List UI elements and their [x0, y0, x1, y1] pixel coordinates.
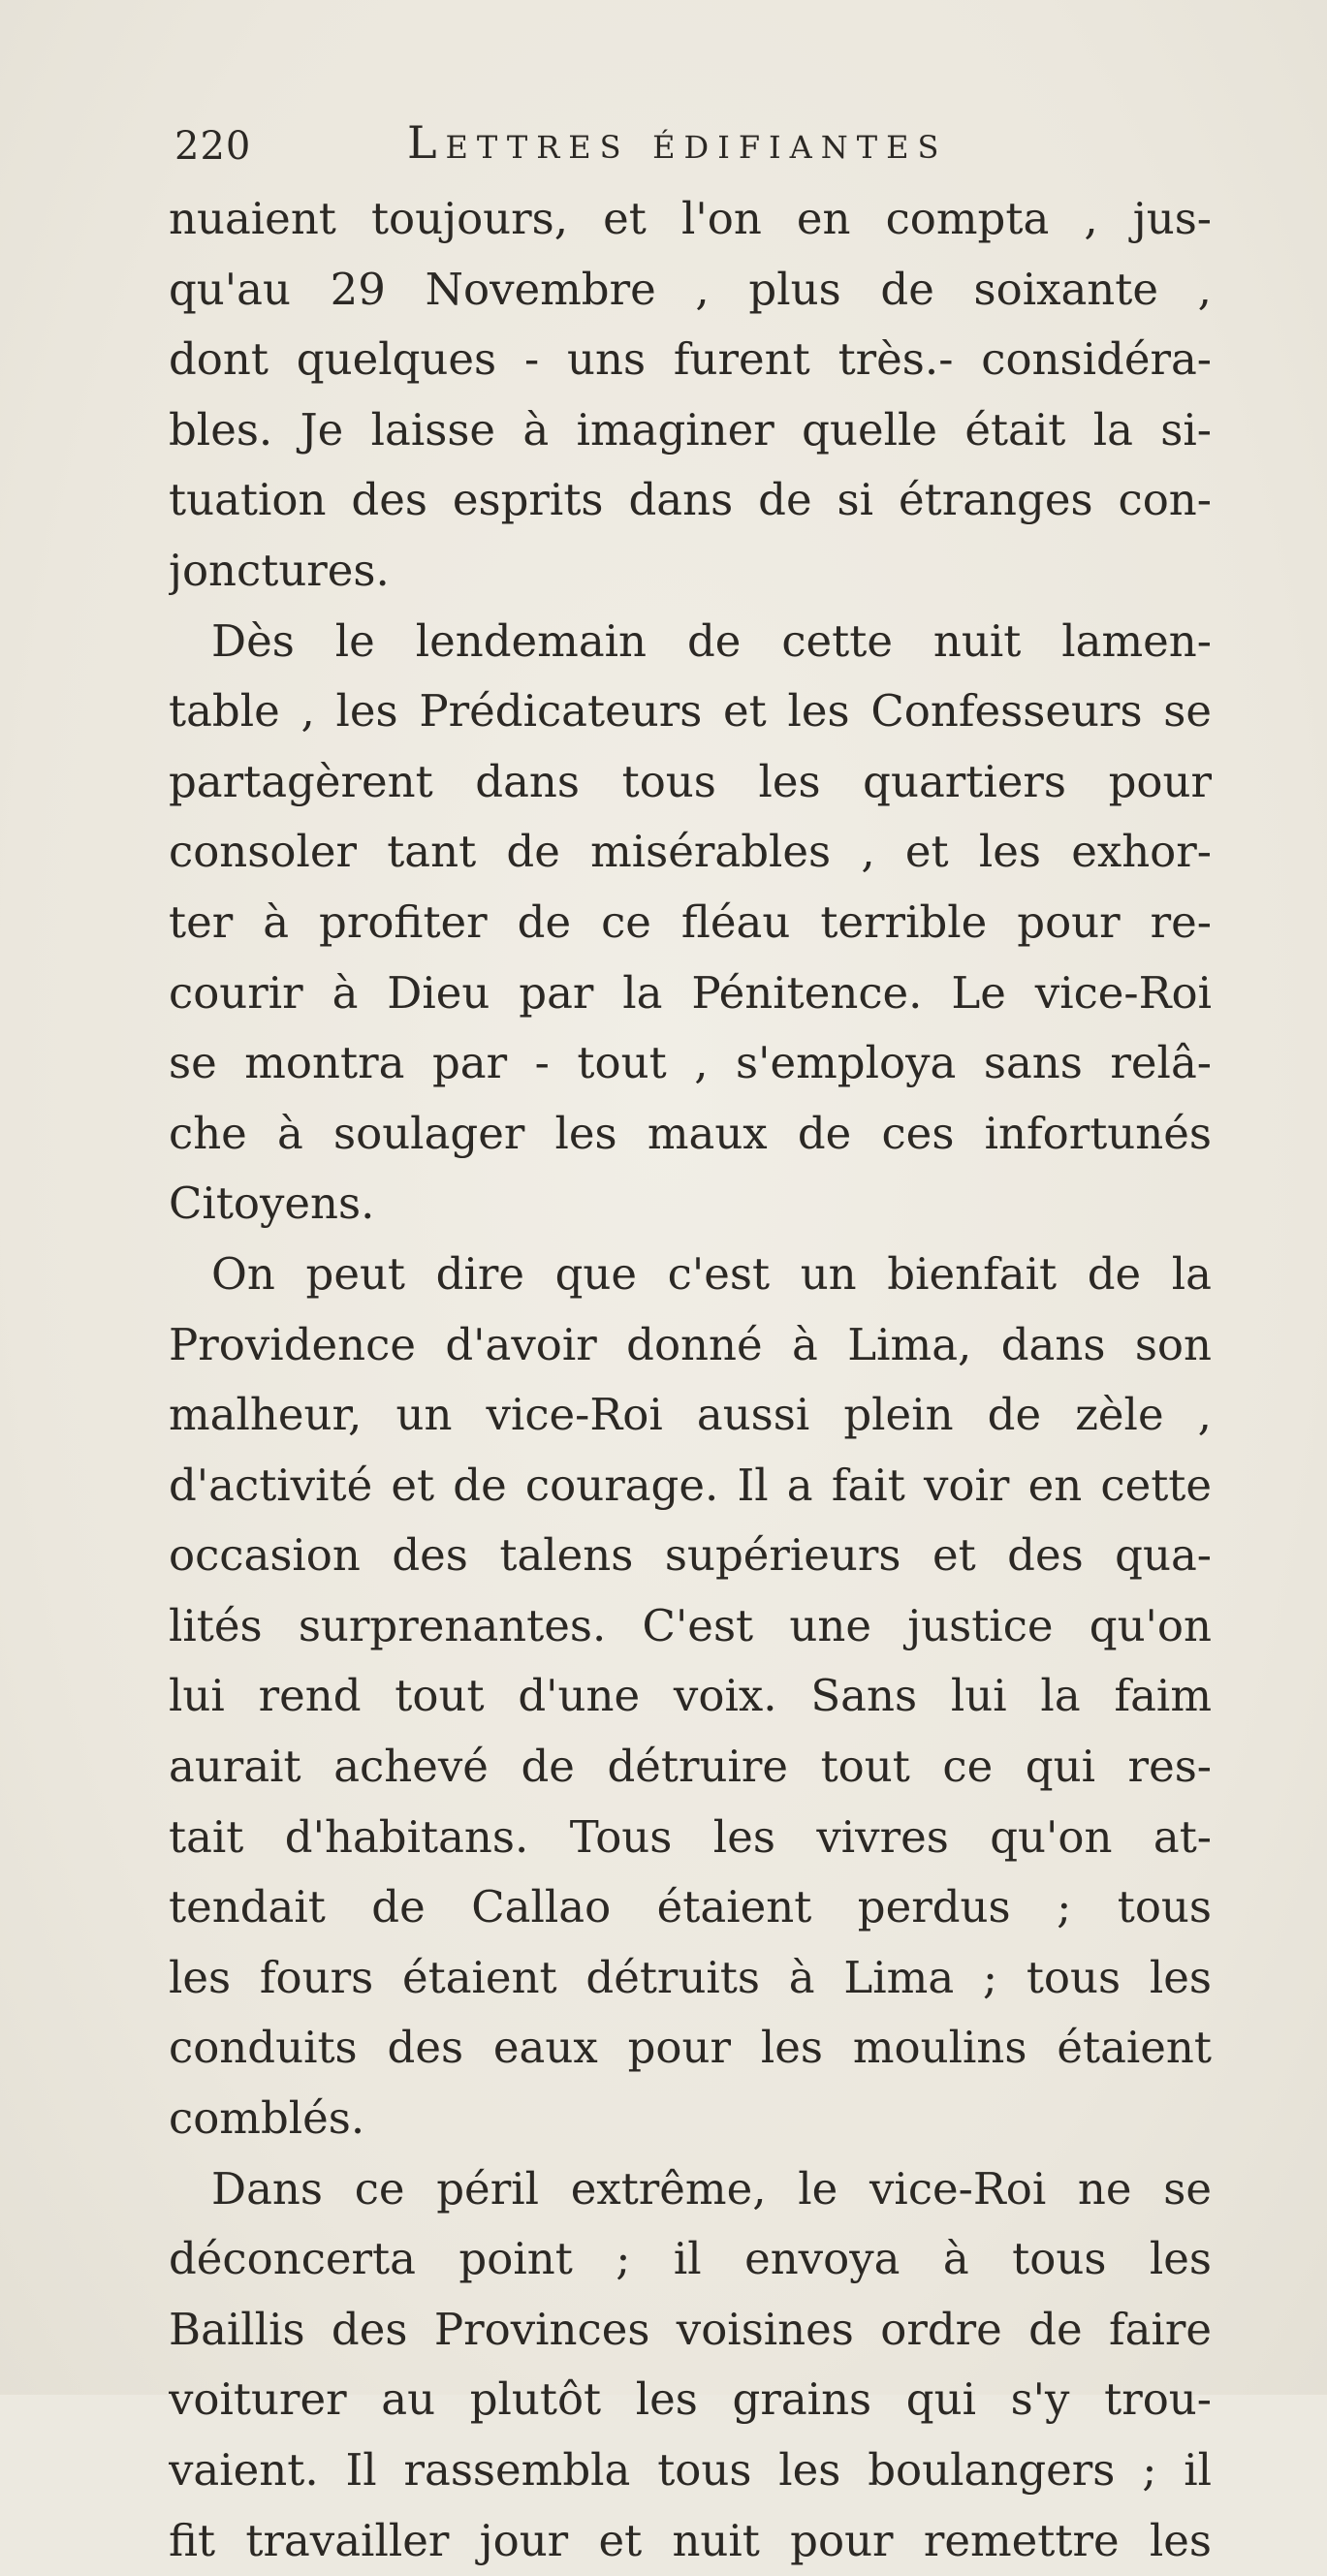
text-line: se montra par - tout , s'employa sans relâ- [169, 1037, 1212, 1089]
text-line: déconcerta point ; il envoya à tous les [169, 2233, 1212, 2285]
running-title: Lettres édifiantes [407, 116, 948, 169]
text-line: Dans ce péril extrême, le vice-Roi ne se [211, 2162, 1212, 2215]
text-line: aurait achevé de détruire tout ce qui res- [169, 1741, 1212, 1793]
text-line: lités surprenantes. C'est une justice qu'on [169, 1599, 1212, 1651]
text-line: consoler tant de misérables , et les exhor- [169, 826, 1212, 878]
page-header [174, 116, 1241, 174]
text-line: Baillis des Provinces voisines ordre de faire [169, 2303, 1212, 2355]
text-line: tait d'habitans. Tous les vivres qu'on at- [169, 1810, 1212, 1863]
text-line: comblés. [169, 2092, 365, 2145]
text-line: courir à Dieu par la Pénitence. Le vice-Roi [169, 966, 1212, 1019]
text-line: voiturer au plutôt les grains qui s'y trou- [169, 2373, 1212, 2426]
text-line: ter à profiter de ce fléau terrible pour re- [169, 895, 1212, 948]
text-line: vaient. Il rassembla tous les boulangers ; il [169, 2444, 1212, 2496]
text-line: jonctures. [169, 544, 390, 596]
text-line: Dès le lendemain de cette nuit lamen- [211, 614, 1212, 667]
text-line: partagèrent dans tous les quartiers pour [169, 755, 1212, 807]
text-line: bles. Je laisse à imaginer quelle était la si- [169, 403, 1212, 456]
body-text [169, 184, 1212, 2576]
text-line: d'activité et de courage. Il a fait voir en cette [169, 1459, 1212, 1511]
text-line: tendait de Callao étaient perdus ; tous [169, 1881, 1212, 1933]
text-line: fit travailler jour et nuit pour remettre les [169, 2514, 1212, 2566]
text-line: malheur, un vice-Roi aussi plein de zèle , [169, 1389, 1212, 1441]
text-line: les fours étaient détruits à Lima ; tous les [169, 1951, 1212, 2003]
text-line: che à soulager les maux de ces infortunés [169, 1107, 1212, 1159]
text-line: On peut dire que c'est un bienfait de la [211, 1247, 1212, 1300]
text-line: conduits des eaux pour les moulins étaient [169, 2022, 1212, 2074]
text-line: tuation des esprits dans de si étranges con- [169, 474, 1212, 526]
page-number: 220 [174, 124, 252, 169]
text-line: nuaient toujours, et l'on en compta , jus- [169, 193, 1212, 244]
text-line: Citoyens. [169, 1178, 375, 1230]
text-line: lui rend tout d'une voix. Sans lui la faim [169, 1670, 1212, 1722]
text-line: dont quelques - uns furent très.- considéra- [169, 333, 1212, 386]
text-line: table , les Prédicateurs et les Confesseurs se [169, 685, 1212, 738]
text-line: Providence d'avoir donné à Lima, dans son [169, 1318, 1212, 1370]
text-line: qu'au 29 Novembre , plus de soixante , [169, 263, 1212, 315]
text-line: occasion des talens supérieurs et des qua- [169, 1529, 1212, 1582]
